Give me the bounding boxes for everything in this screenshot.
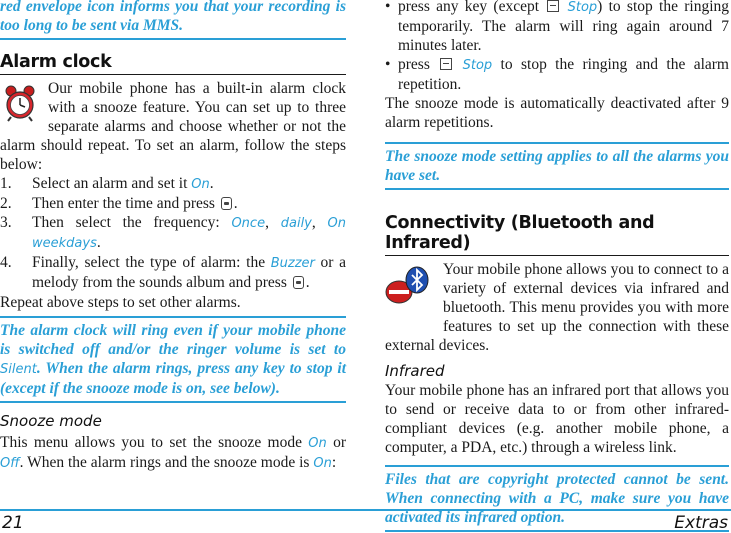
connectivity-heading: Connectivity (Bluetooth and Infrared) [385, 213, 729, 256]
list-item: 1. Select an alarm and set it On. [0, 175, 214, 192]
left-column [0, 0, 346, 473]
right-column [385, 0, 729, 532]
snooze-auto-text: The snooze mode is automatically deactivated after 9 alarm repetitions. [385, 95, 729, 131]
infrared-heading: Infrared [385, 362, 445, 380]
ok-key-icon [221, 197, 232, 210]
alarm-note: The alarm clock will ring even if your mobile phone is switched off and/or the ringer volume is set to Silent. When the alarm rings, press any key to stop it (except if the snooze mode is on, see below). [0, 316, 346, 403]
snooze-mode-text: This menu allows you to set the snooze mode On or Off. When the alarm rings and the snooze mode is On: [0, 434, 346, 471]
infrared-note: Files that are copyright protected cannot be sent. When connecting with a PC, make sure you have activated its infrared option. [385, 465, 729, 532]
page-footer [0, 509, 731, 531]
infrared-text: Your mobile phone has an infrared port that allows you to send or receive data to or from other infrared-compliant devices (e.g. another mobile phone, a computer, a PDA, etc.) through a wireless link. [385, 382, 729, 456]
list-item: • press Stop to stop the ringing and the alarm repetition. [385, 56, 729, 93]
page-number: 21 [2, 513, 24, 533]
snooze-note: The snooze mode setting applies to all the alarms you have set. [385, 142, 729, 190]
section-name: Extras [674, 513, 728, 533]
snooze-mode-heading: Snooze mode [0, 412, 102, 430]
alarm-clock-heading: Alarm clock [0, 52, 346, 75]
snooze-bullets [385, 0, 729, 94]
softkey-icon [440, 58, 452, 70]
list-item: 4. Finally, select the type of alarm: the Buzzer or a melody from the sounds album and press . [0, 254, 346, 291]
repeat-text: Repeat above steps to set other alarms. [0, 294, 241, 311]
alarm-steps-list [0, 174, 346, 292]
bluetooth-infrared-icon [385, 266, 443, 326]
alarm-clock-icon [0, 83, 48, 133]
softkey-icon [547, 0, 559, 12]
connectivity-intro-text: Your mobile phone allows you to connect to a variety of external devices via infrared and bluetooth. This menu provides you with more features to set up the connection with these external devices. [385, 261, 729, 354]
alarm-intro-block [0, 79, 346, 174]
top-note: red envelope icon informs you that your recording is too long to be sent via MMS. [0, 0, 346, 40]
ok-key-icon [293, 276, 304, 289]
alarm-intro-text: Our mobile phone has a built-in alarm clock with a snooze feature. You can set up to three separate alarms and choose whether or not the alarm should repeat. To set an alarm, follow the steps below: [0, 80, 346, 173]
list-item: 3. Then select the frequency: Once, daily, On weekdays. [0, 214, 347, 251]
list-item: • press any key (except Stop) to stop the ringing temporarily. The alarm will ring again around 7 minutes later. [385, 0, 729, 54]
connectivity-intro-block [385, 260, 729, 355]
list-item: 2. Then enter the time and press . [0, 195, 238, 212]
